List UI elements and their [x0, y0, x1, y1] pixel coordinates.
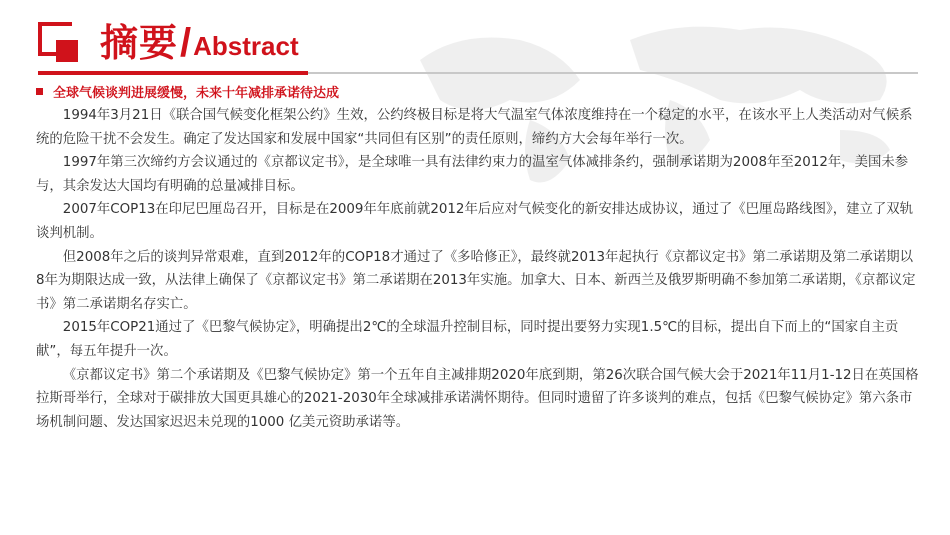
page-title-en: Abstract [193, 31, 299, 61]
page-title [100, 16, 299, 68]
section-heading [36, 82, 339, 101]
paragraph-6: 《京都议定书》第二个承诺期及《巴黎气候协定》第一个五年自主减排期2020年底到期，第26次联合国气候大会于2021年11月1-12日在英国格拉斯哥举行，全球对于碳排放大国更具雄心的2021-2030年全球减排承诺满怀期待。但同时遗留了许多谈判的难点，包括《巴黎气候协定》第六条市场机制问题、发达国家迟迟未兑现的1000 亿美元资助承诺等。 [36, 367, 919, 430]
paragraph-3: 2007年COP13在印尼巴厘岛召开，目标是在2009年年底前就2012年后应对气候变化的新安排达成协议，通过了《巴厘岛路线图》，建立了双轨谈判机制。 [36, 202, 914, 241]
section-heading-text: 全球气候谈判进展缓慢，未来十年减排承诺待达成 [53, 86, 340, 101]
paragraph-1: 1994年3月21日《联合国气候变化框架公约》生效，公约终极目标是将大气温室气体浓度维持在一个稳定的水平，在该水平上人类活动对气候系统的危险干扰不会发生。确定了发达国家和发展中国家“共同但有区别”的责任原则，缔约方大会每年举行一次。 [36, 108, 913, 147]
page-title-slash: / [180, 21, 192, 65]
abstract-body [36, 104, 920, 434]
paragraph-5: 2015年COP21通过了《巴黎气候协定》，明确提出2℃的全球温升控制目标，同时提出要努力实现1.5℃的目标，提出自下而上的“国家自主贡献”，每五年提升一次。 [36, 320, 899, 359]
paragraph-4: 但2008年之后的谈判异常艰难，直到2012年的COP18才通过了《多哈修正》，最终就2013年起执行《京都议定书》第二承诺期及第二承诺期以8年为期限达成一致，从法律上确保了《京都议定书》第二承诺期在2013年实施。加拿大、日本、新西兰及俄罗斯明确不参加第二承诺期，《京都议定书》第二承诺期名存实亡。 [36, 249, 916, 312]
square-bullet-icon [36, 88, 43, 95]
page-title-zh: 摘要 [100, 21, 179, 65]
paragraph-2: 1997年第三次缔约方会议通过的《京都议定书》，是全球唯一具有法律约束力的温室气体减排条约，强制承诺期为2008年至2012年，美国未参与，其余发达大国均有明确的总量减排目标。 [36, 155, 909, 194]
brand-logo-icon [38, 22, 80, 64]
header-divider-accent [38, 71, 308, 75]
